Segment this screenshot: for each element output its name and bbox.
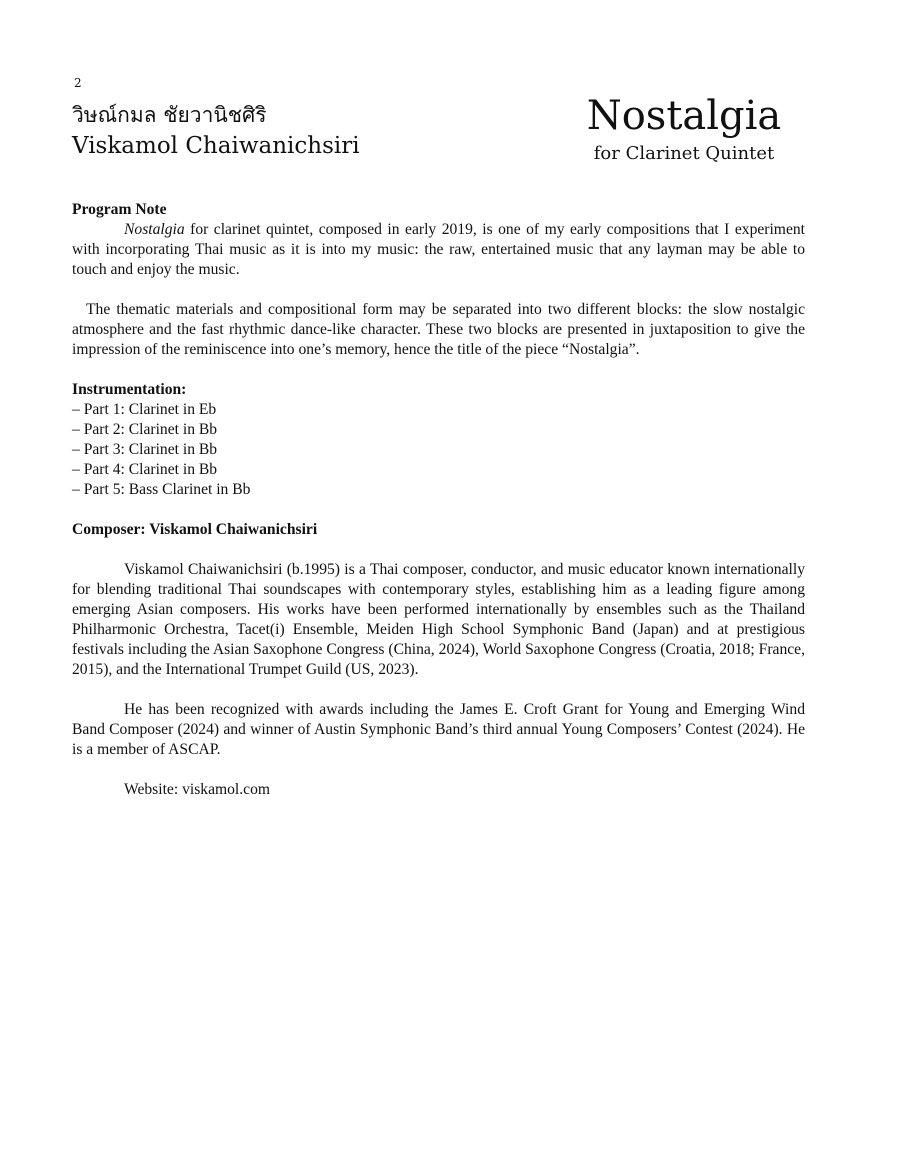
composer-website: Website: viskamol.com <box>124 781 270 798</box>
program-note-paragraph-2: The thematic materials and compositional form may be separated into two different blocks: the slow nostalgic atmosphere and the fast rhythmic dance-like character. These two blocks are presented in juxtaposition to give the impression of the reminiscence into one’s memory, hence the title of the piece “Nostalgia”. <box>72 301 805 358</box>
spacer <box>72 680 805 700</box>
instrumentation-heading: Instrumentation: <box>72 381 187 398</box>
piece-title: Nostalgia <box>586 93 782 139</box>
spacer <box>72 500 805 520</box>
spacer <box>72 760 805 780</box>
composer-name-thai: วิษณ์กมล ชัยวานิชศิริ <box>72 103 267 127</box>
instrumentation-part-2: – Part 2: Clarinet in Bb <box>72 421 218 438</box>
instrumentation-part-4: – Part 4: Clarinet in Bb <box>72 461 218 478</box>
spacer <box>72 360 805 380</box>
instrumentation-list <box>72 400 805 500</box>
composer-name-latin: Viskamol Chaiwanichsiri <box>72 133 360 159</box>
spacer <box>72 540 805 560</box>
instrumentation-part-5: – Part 5: Bass Clarinet in Bb <box>72 481 251 498</box>
title-block <box>574 92 794 166</box>
document-body <box>72 200 805 800</box>
program-note-paragraph-1 <box>72 220 805 280</box>
composer-bio-heading: Composer: Viskamol Chaiwanichsiri <box>72 521 318 538</box>
program-note-title-italic: Nostalgia <box>124 221 185 238</box>
composer-bio-paragraph-2: He has been recognized with awards including the James E. Croft Grant for Young and Emerging Wind Band Composer (2024) and winner of Austin Symphonic Band’s third annual Young Composers’ Contest (2024). He is a member of ASCAP. <box>72 701 805 758</box>
spacer <box>72 280 805 300</box>
instrumentation-part-1: – Part 1: Clarinet in Eb <box>72 401 217 418</box>
instrumentation-part-3: – Part 3: Clarinet in Bb <box>72 441 218 458</box>
program-note-paragraph-1-text: for clarinet quintet, composed in early 2019, is one of my early compositions that I experiment with incorporating Thai music as it is into my music: the raw, entertained music that any layman may be able to touch and enjoy the music. <box>72 221 805 278</box>
composer-bio-paragraph-1: Viskamol Chaiwanichsiri (b.1995) is a Thai composer, conductor, and music educator known internationally for blending traditional Thai soundscapes with contemporary styles, establishing him as a leading figure among emerging Asian composers. His works have been performed internationally by ensembles such as the Thailand Philharmonic Orchestra, Tacet(i) Ensemble, Meiden High School Symphonic Band (Japan) and at prestigious festivals including the Asian Saxophone Congress (China, 2024), World Saxophone Congress (Croatia, 2018; France, 2015), and the International Trumpet Guild (US, 2023). <box>72 561 805 678</box>
program-note-heading: Program Note <box>72 201 167 218</box>
piece-subtitle: for Clarinet Quintet <box>593 143 775 164</box>
page-number: 2 <box>74 76 82 90</box>
